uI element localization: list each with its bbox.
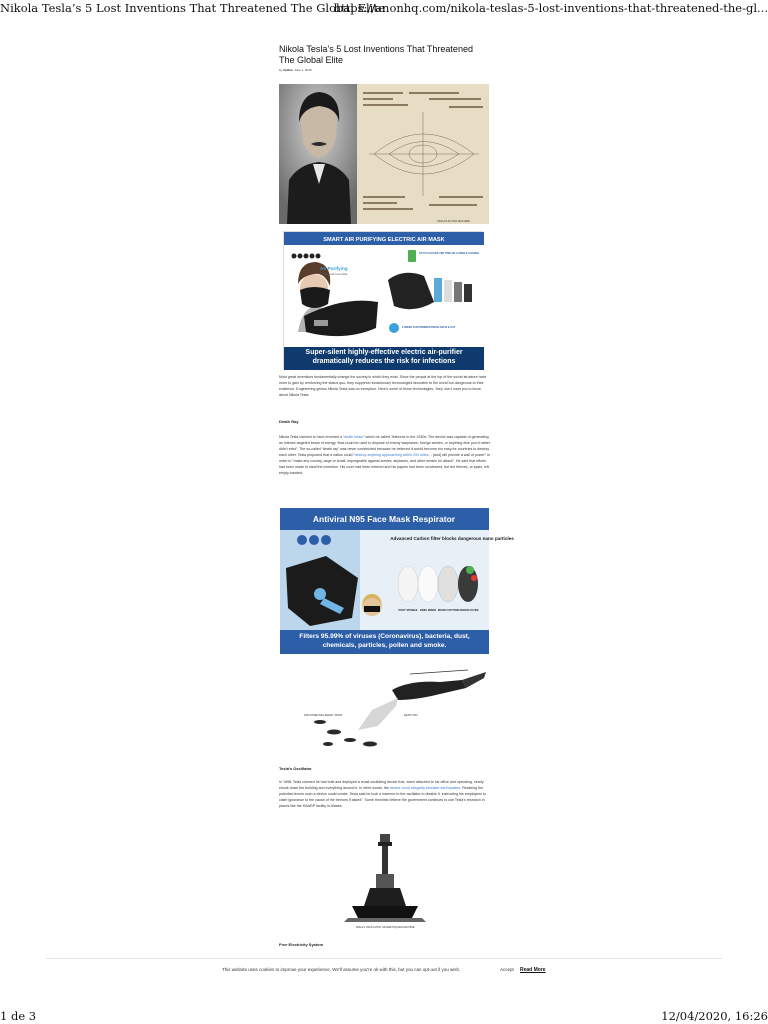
intro-paragraph [279, 374, 490, 398]
byline [279, 68, 490, 73]
death-ray-text-c: … [and] will provide a wall of power” in order to “make any country, large or small, impregnable against armies, airplanes, and other means for attack”. He said that efforts had been made to steal the invention. His room had been entered and his papers had been scrutinized, but the thieves, or spies, left empty-handed. [279, 453, 490, 475]
article-title: Nikola Tesla’s 5 Lost Inventions That Threatened The Global Elite [279, 44, 473, 65]
helicopter-ray-drawing [300, 660, 490, 755]
ad-n95-mask-banner[interactable] [280, 508, 514, 654]
oscillator-illustration [340, 832, 430, 934]
author-link[interactable]: Vedika [283, 68, 293, 72]
death-ray-illustration [300, 660, 490, 755]
ad2-layer-3: MICRO COTTON [437, 609, 459, 612]
print-footer [0, 1008, 768, 1024]
death-ray-text [279, 434, 490, 476]
hero-image [279, 84, 489, 224]
ad1-brand: Air Purifying [320, 266, 348, 271]
destroy-anything-link[interactable]: destroy anything approaching within 200 miles [354, 453, 429, 457]
oscillator-caption: TESLA'S OSCILLATOR, OR EARTHQUAKE MACHINE [355, 926, 415, 929]
print-datetime: 12/04/2020, 16:26 [661, 1009, 768, 1023]
ad2-layer-1: POST SPONGE [398, 609, 418, 612]
ad2-title: Antiviral N95 Face Mask Respirator [312, 514, 456, 524]
print-page-url[interactable]: https://anonhq.com/nikola-teslas-5-lost-inventions-that-threatened-the-gl... [333, 1, 768, 15]
ad2-caption: Filters 95.99% of viruses (Coronavirus), bacteria, dust, chemicals, particles, pollen and smoke. [299, 633, 470, 649]
cookie-message: This website uses cookies to improve your experience. We'll assume you're ok with this, but you can opt-out if you wish. [222, 967, 461, 972]
ad1-brand-sub: Smart Electric Face Mask [320, 273, 348, 276]
section-heading-free-electricity: Free Electricity System [279, 942, 324, 947]
ad2-filter-note: Advanced Carbon filter blocks dangerous nano particles [390, 536, 514, 541]
section-heading-oscillator: Tesla’s Oscillator [279, 766, 312, 771]
ad1-title: SMART AIR PURIFYING ELECTRIC AIR MASK [323, 237, 445, 243]
cookie-accept-button[interactable]: Accept [500, 967, 514, 972]
death-ray-paragraph [279, 434, 490, 476]
byline-prefix: by [279, 68, 283, 72]
death-ray-text-b: ” which he called Teleforce in the 1930s. The device was capable of generating an intense targeted beam of energy “that could be used to dispose of enemy warplanes, foreign armies, or anything else you’d rather didn’t exist”. The so-called “death ray” was never constructed because he believed it would become too easy for countries to destroy each other. Tesla proposed that a nation could “ [279, 435, 490, 457]
ad1-badge: UP TO 8 HOURS USE TIME ON A SINGLE CHARGE [419, 252, 480, 255]
publish-date: , June 1, 2019 [292, 68, 312, 72]
death-ray-text-a: Nikola Tesla claimed to have invented a “ [279, 435, 345, 439]
tesla-portrait-and-blueprint-illustration [279, 84, 489, 224]
earthquake-device-link[interactable]: device could allegedly simulate earthquakes [389, 786, 461, 790]
print-page-title: Nikola Tesla’s 5 Lost Inventions That Threatened The Global Elite [0, 1, 385, 15]
ray-label-death-ray: DEATH RAY [404, 714, 418, 717]
ad1-note: 2 SPEED FAN POWERED FRESH AIR IN & OUT [402, 326, 456, 329]
ad-smart-mask-banner[interactable] [283, 231, 483, 369]
intro-text: Most great inventions fundamentally change the society in which they exist. Since the people at the top of the social structure have more to gain by reinforcing the status quo, they suppress revolutionary technologies favorable to the world but dangerous to their existence. Engineering genius Nikola Tesla was no exception. Here’s some of those technologies, ‘they’ don’t want you to know about Nikola Tesla: [279, 375, 487, 397]
hero-caption: TESLA’S FLYING MACHINE [437, 220, 470, 223]
ad2-layer-4: CARBON FILTER [457, 609, 479, 612]
print-header [0, 0, 768, 18]
ad1-caption: Super-silent highly-effective electric air-purifier dramatically reduces the risk for infections [305, 349, 463, 365]
section-heading-death-ray: Death Ray [279, 419, 299, 424]
article-header [279, 44, 490, 73]
ray-label-tanks: DISCONNECTED ENEMY TANKS [304, 714, 343, 717]
death-beam-link[interactable]: death beam [344, 435, 364, 439]
oscillator-machine-drawing [340, 832, 430, 934]
ad2-layer-2: IONIC MIXER [419, 609, 437, 612]
cookie-consent-bar [46, 958, 722, 978]
oscillator-text [279, 779, 490, 809]
page-number: 1 de 3 [0, 1009, 37, 1023]
oscillator-paragraph [279, 779, 490, 809]
oscillator-text-a: In 1898, Tesla claimed he had built and deployed a small oscillating device that, when attached to his office and operating, nearly shook down the building and everything around it. In other words, the [279, 780, 484, 790]
oscillator-text-b: . Realizing the potential terrors such a device could create, Tesla said he took a hammer to the oscillator to disable it, instructing his employees to claim ignorance to the cause of the tremors if asked”. Some theorists believe the government continues to use Tesla’s research in places like the HAARP facility in Alaska. [279, 786, 487, 808]
cookie-read-more-link[interactable]: Read More [520, 966, 546, 973]
